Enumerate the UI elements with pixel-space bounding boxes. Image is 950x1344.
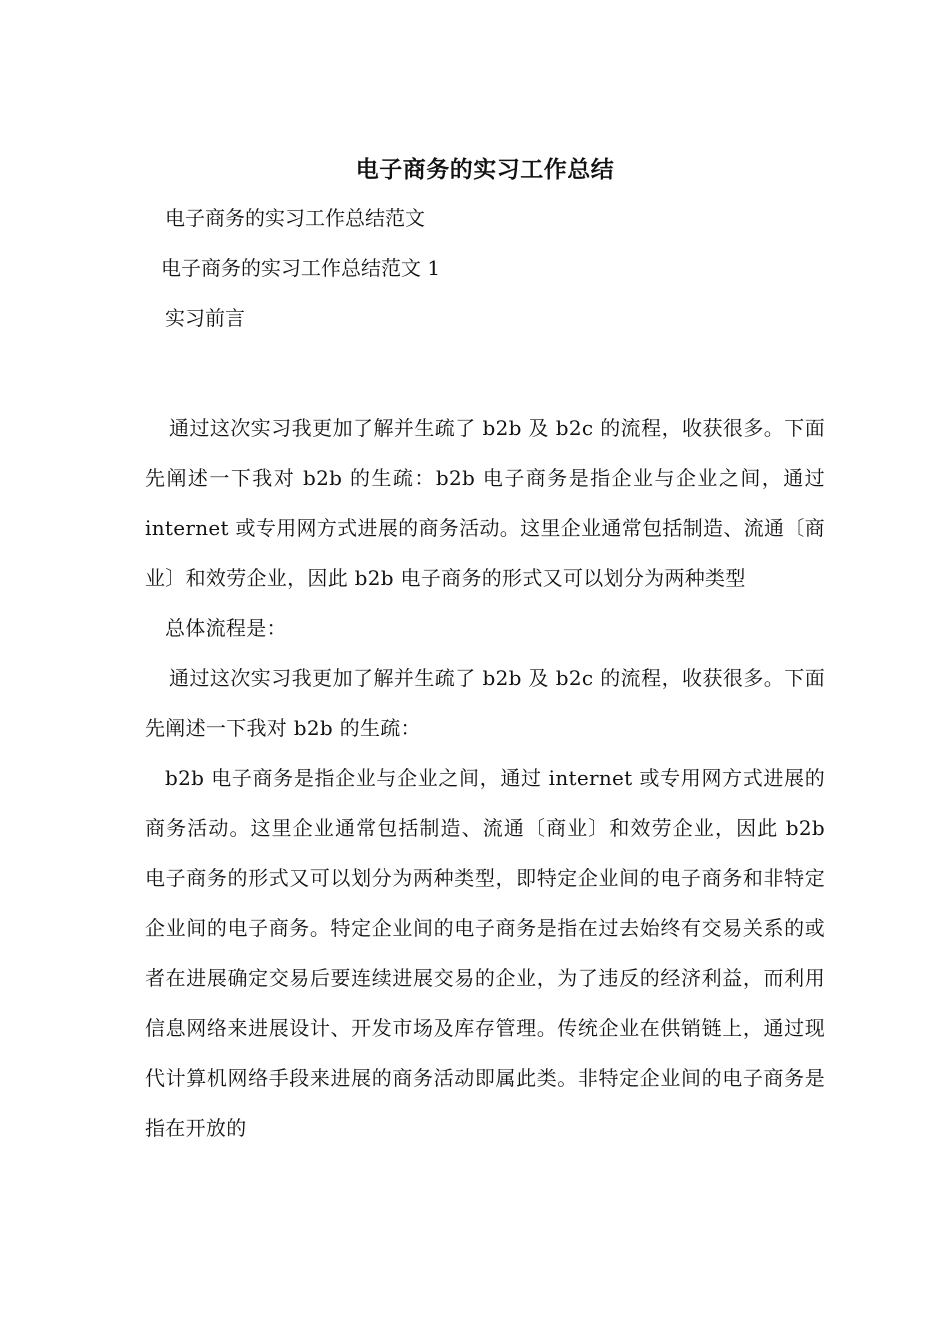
section-title: 电子商务的实习工作总结范文 1 xyxy=(161,256,441,280)
document-body xyxy=(145,150,825,1153)
body-paragraph: 总体流程是： xyxy=(165,616,287,640)
preface-title: 实习前言 xyxy=(165,306,245,330)
body-paragraph: 通过这次实习我更加了解并生疏了 b2b 及 b2c 的流程，收获很多。下面先阐述一下我对 b2b 的生疏： xyxy=(145,666,825,740)
document-title: 电子商务的实习工作总结 xyxy=(355,156,615,183)
body-paragraph: b2b 电子商务是指企业与企业之间，通过 internet 或专用网方式进展的商务活动。这里企业通常包括制造、流通〔商业〕和效劳企业，因此 b2b 电子商务的形式又可以划分为两种类型，即特定企业间的电子商务和非特定企业间的电子商务。特定企业间的电子商务是指在过去始终有交易关系的或者在进展确定交易后要连续进展交易的企业，为了违反的经济利益，而利用信息网络来进展设计、开发市场及库存管理。传统企业在供销链上，通过现代计算机网络手段来进展的商务活动即属此类。非特定企业间的电子商务是指在开放的 xyxy=(145,766,825,1140)
body-paragraph: 通过这次实习我更加了解并生疏了 b2b 及 b2c 的流程，收获很多。下面先阐述一下我对 b2b 的生疏：b2b 电子商务是指企业与企业之间，通过 internet 或专用网方式进展的商务活动。这里企业通常包括制造、流通〔商业〕和效劳企业，因此 b2b 电子商务的形式又可以划分为两种类型 xyxy=(145,416,825,590)
document-subtitle: 电子商务的实习工作总结范文 xyxy=(165,206,425,230)
